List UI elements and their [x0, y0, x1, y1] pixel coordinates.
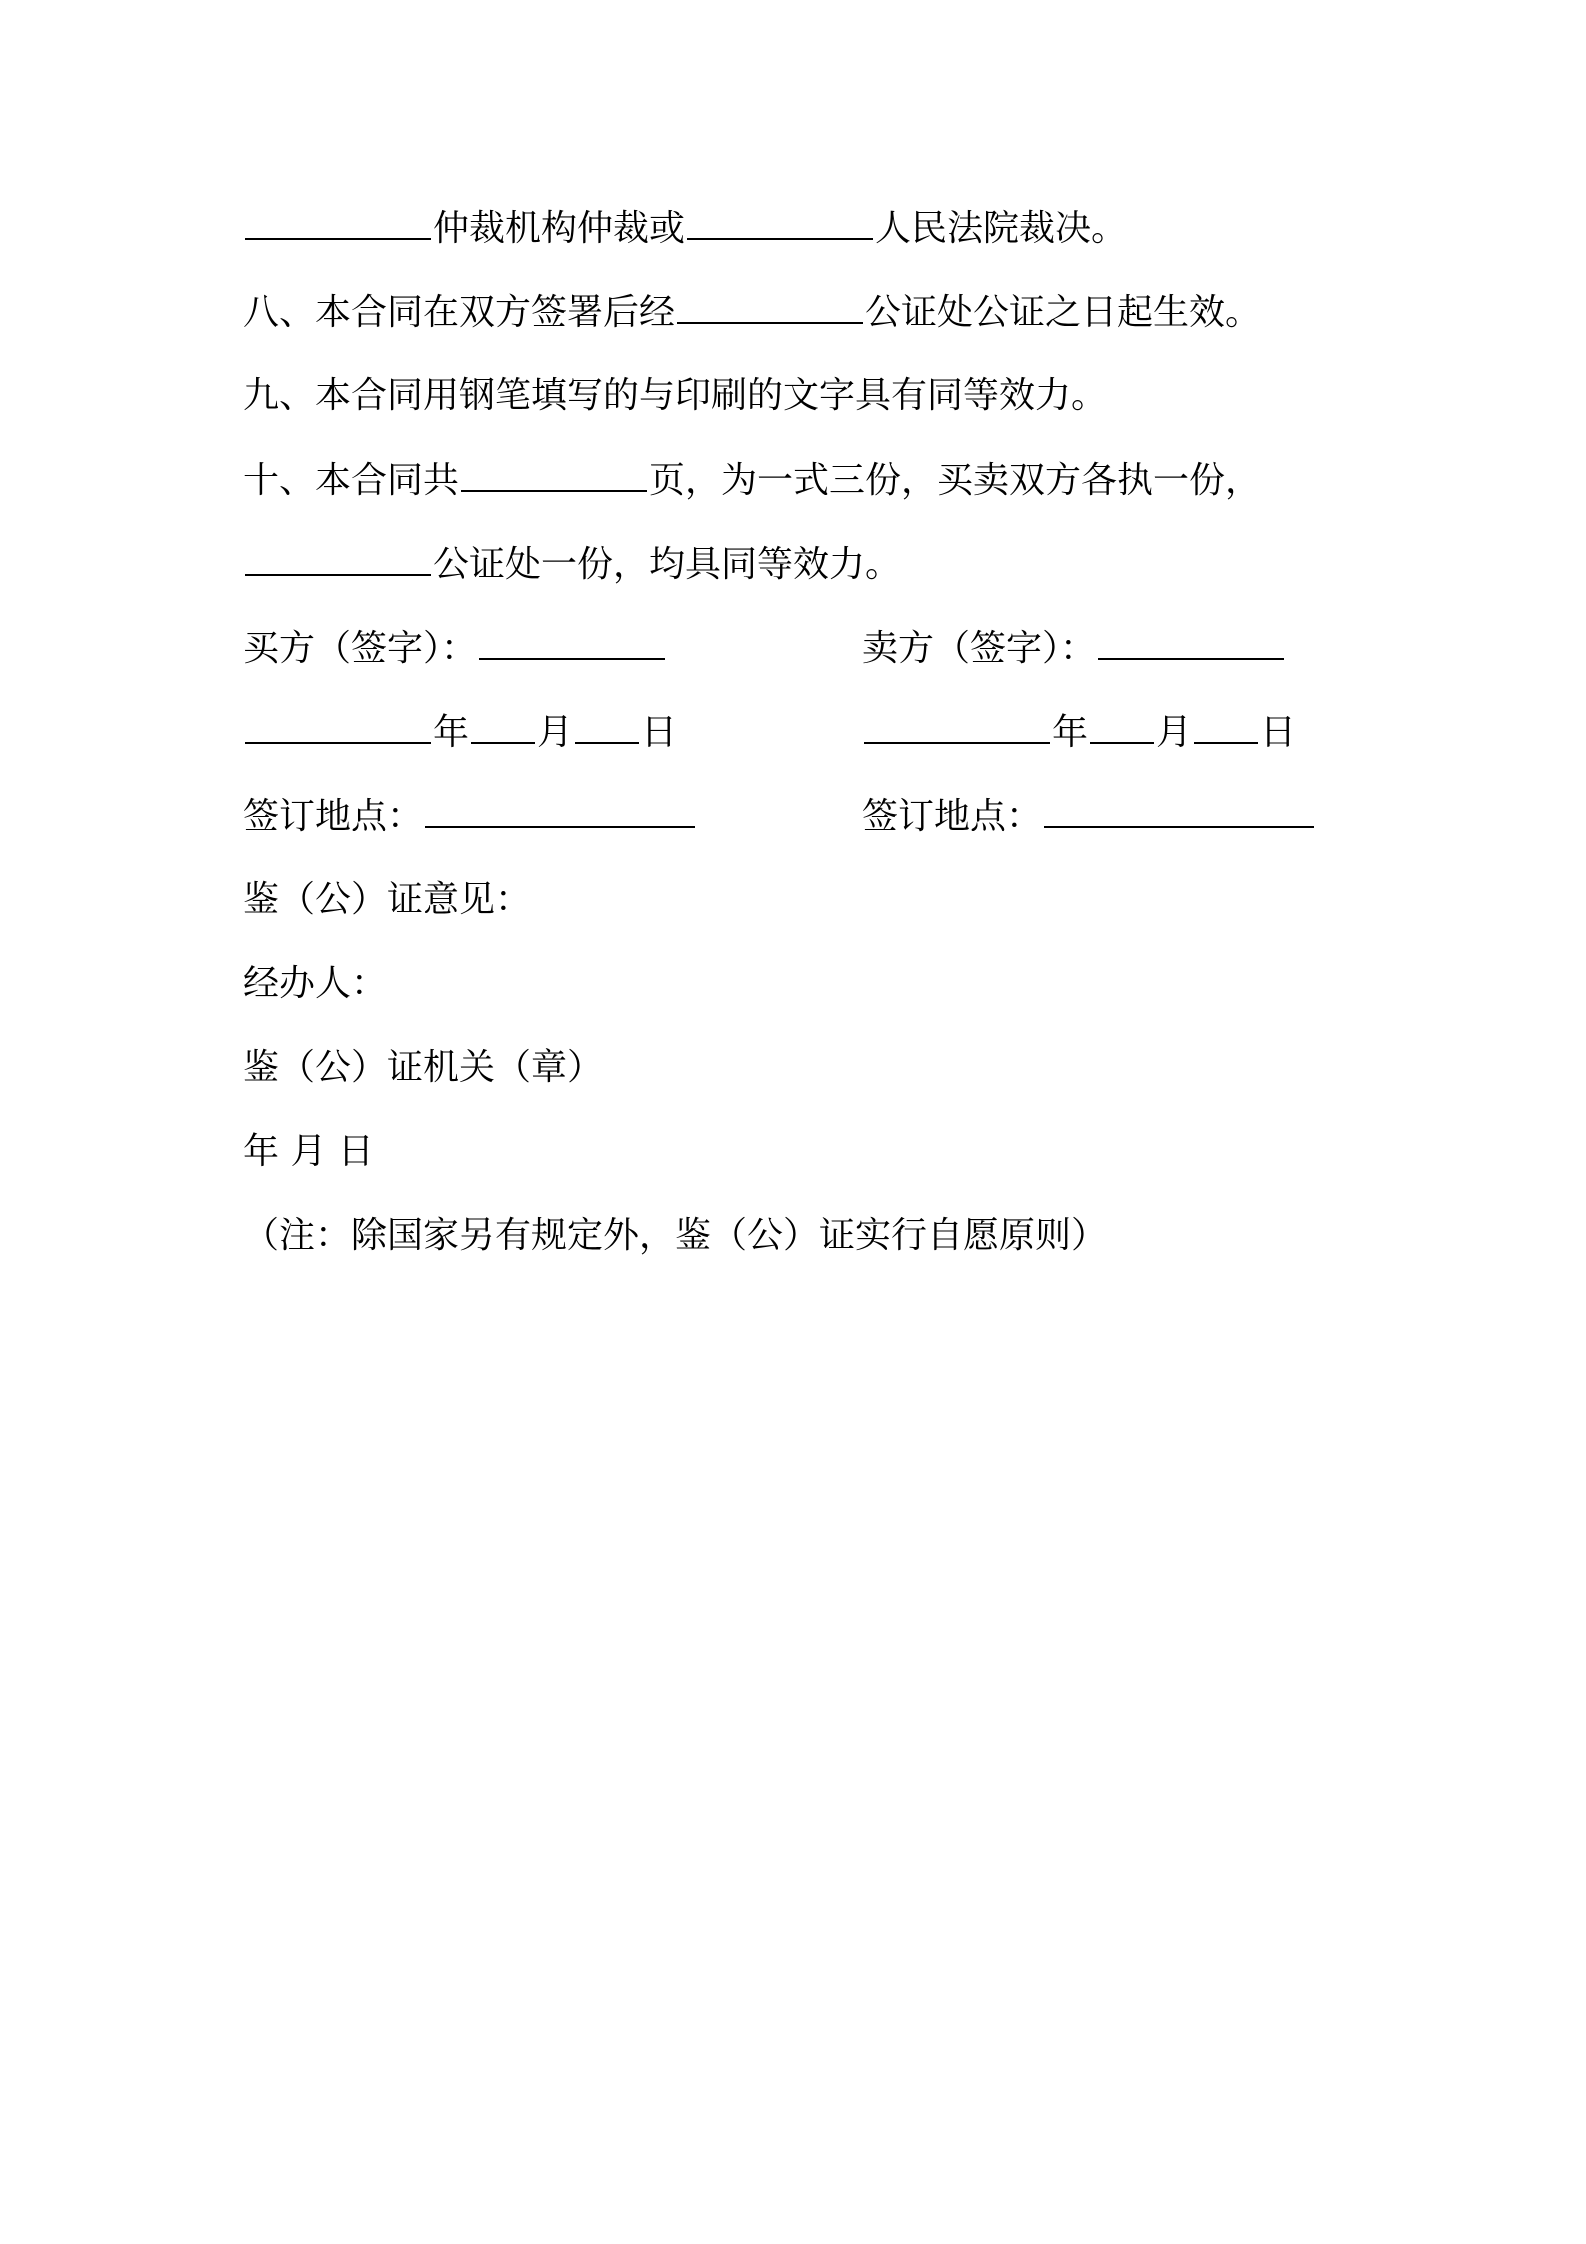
seller-place: 签订地点：: [862, 798, 1316, 835]
clause-ten: 十、本合同共 页，为一式三份，买卖双方各执一份，: [243, 460, 1262, 501]
notary-office-seal: 鉴（公）证机关（章）: [243, 1047, 604, 1088]
clause-eight: 八、本合同在双方签署后经 公证处公证之日起生效。: [243, 292, 1262, 333]
blank: [461, 462, 647, 492]
blank: [677, 294, 863, 324]
blank: [245, 546, 431, 576]
blank: [1098, 630, 1284, 660]
blank: [687, 210, 873, 240]
blank: [245, 210, 431, 240]
blank: [425, 798, 695, 828]
blank: [575, 714, 639, 744]
arbitration-line: 仲裁机构仲裁或 人民法院裁决。: [243, 210, 1127, 247]
blank: [1090, 714, 1154, 744]
blank: [864, 714, 1050, 744]
buyer-date: 年 月 日: [243, 714, 677, 751]
clause-ten-continued: 公证处一份，均具同等效力。: [243, 546, 901, 583]
seller-date: 年 月 日: [862, 714, 1296, 751]
blank: [479, 630, 665, 660]
notary-opinion: 鉴（公）证意见：: [243, 879, 532, 920]
notary-date: 年 月 日: [243, 1131, 374, 1172]
blank: [1194, 714, 1258, 744]
seller-signature: 卖方（签字）：: [862, 630, 1286, 667]
blank: [245, 714, 431, 744]
blank: [1044, 798, 1314, 828]
buyer-signature: 买方（签字）：: [243, 630, 667, 667]
footnote: （注：除国家另有规定外，鉴（公）证实行自愿原则）: [243, 1215, 1108, 1256]
buyer-place: 签订地点：: [243, 798, 697, 835]
clause-nine: 九、本合同用钢笔填写的与印刷的文字具有同等效力。: [243, 375, 1108, 416]
handler: 经办人：: [243, 963, 388, 1004]
blank: [471, 714, 535, 744]
